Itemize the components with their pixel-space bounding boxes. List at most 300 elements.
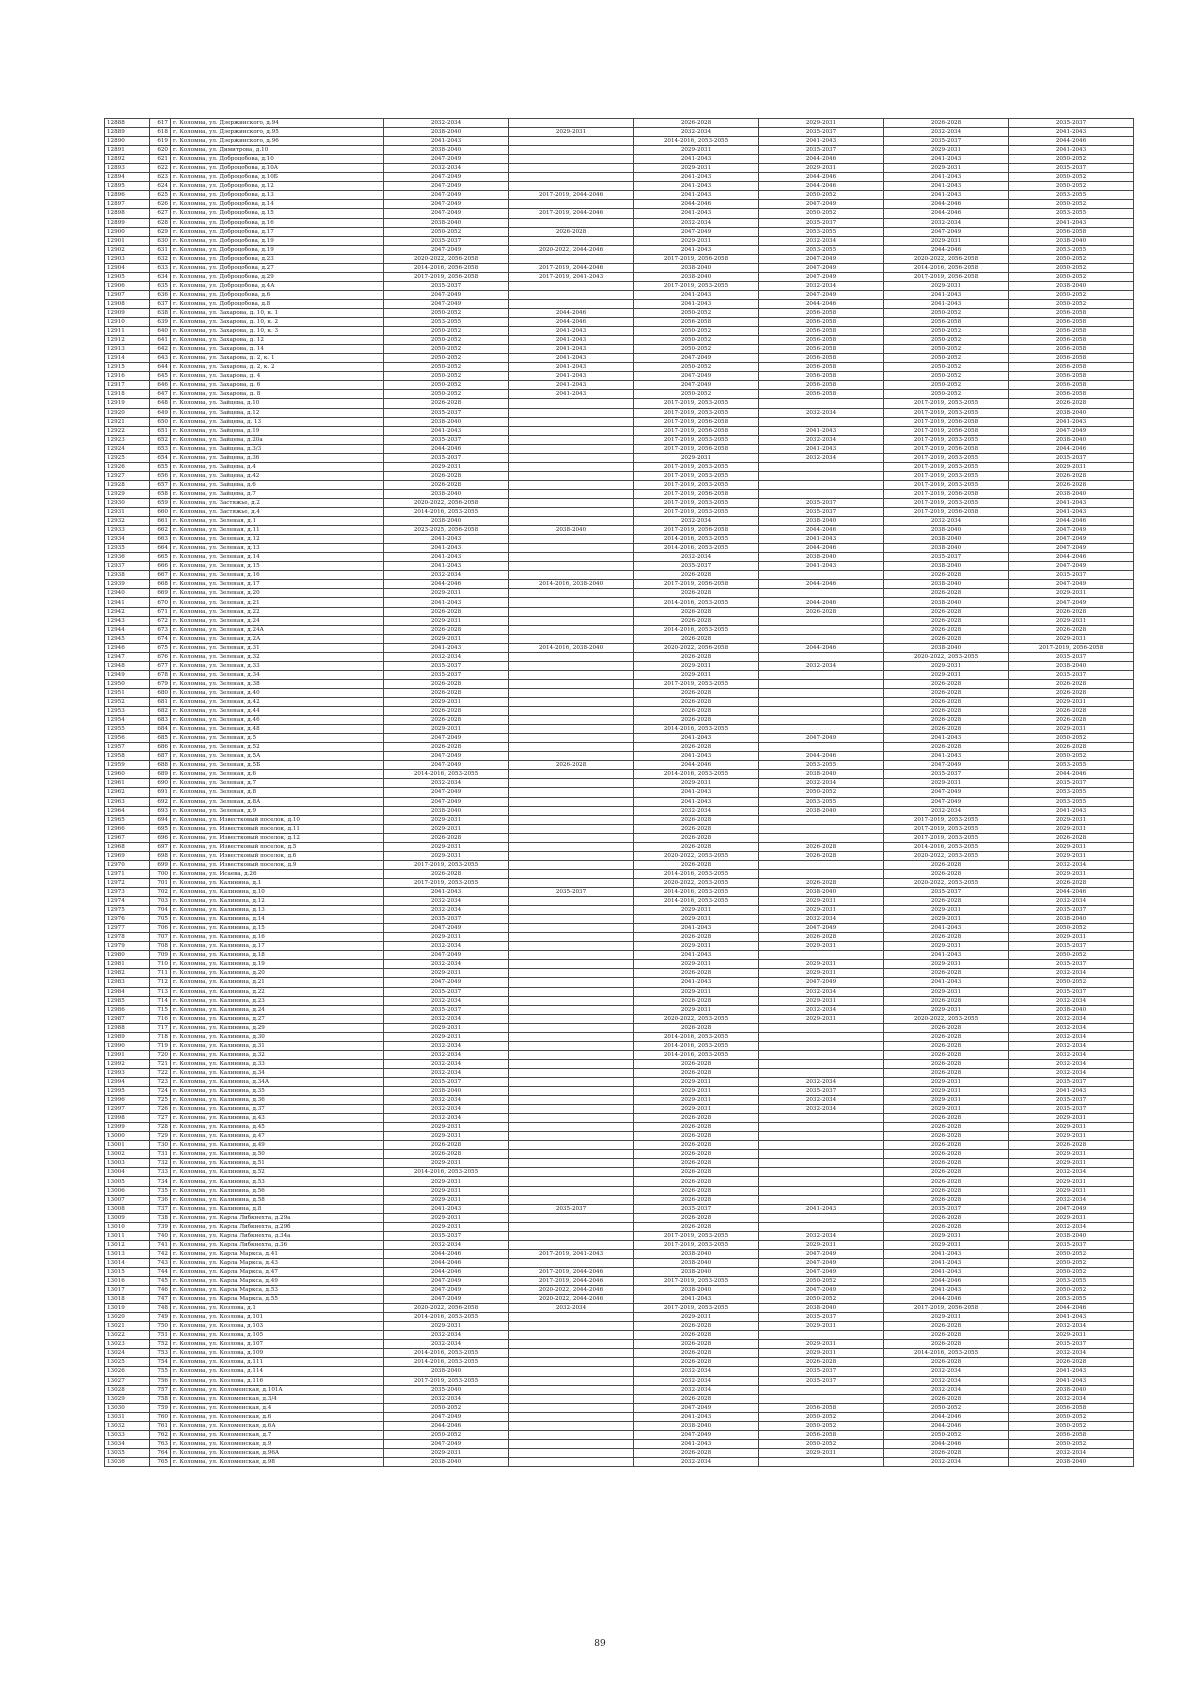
- period-cell-3: 2041-2043: [634, 951, 759, 960]
- period-cell-1: 2041-2043: [384, 137, 509, 146]
- period-cell-4: 2044-2046: [759, 598, 884, 607]
- row-id-cell: 12889: [105, 128, 150, 137]
- row-id-cell: 12948: [105, 661, 150, 670]
- row-id-cell: 12946: [105, 643, 150, 652]
- period-cell-5: 2041-2043: [884, 1249, 1009, 1258]
- address-cell: г. Коломна, ул. Калинина, д.49: [171, 1141, 384, 1150]
- period-cell-1: 2050-2052: [384, 372, 509, 381]
- period-cell-2: [509, 1421, 634, 1430]
- period-cell-5: 2017-2019, 2056-2058: [884, 508, 1009, 517]
- address-cell: г. Коломна, ул. Зеленая, д.12: [171, 535, 384, 544]
- row-number-cell: 740: [150, 1231, 171, 1240]
- row-number-cell: 711: [150, 969, 171, 978]
- row-id-cell: 13029: [105, 1394, 150, 1403]
- address-cell: г. Коломна, ул. Застяжье, д.2: [171, 498, 384, 507]
- period-cell-2: [509, 164, 634, 173]
- period-cell-6: 2044-2046: [1009, 444, 1134, 453]
- row-number-cell: 659: [150, 498, 171, 507]
- row-number-cell: 656: [150, 471, 171, 480]
- table-row: [105, 1068, 1134, 1077]
- row-id-cell: 12950: [105, 679, 150, 688]
- row-id-cell: 12893: [105, 164, 150, 173]
- address-cell: г. Коломна, ул. Зеленая, д.38: [171, 679, 384, 688]
- period-cell-2: [509, 996, 634, 1005]
- row-number-cell: 651: [150, 426, 171, 435]
- period-cell-2: [509, 200, 634, 209]
- address-cell: г. Коломна, ул. Калинина, д.22: [171, 987, 384, 996]
- period-cell-5: 2014-2016, 2056-2058: [884, 263, 1009, 272]
- period-cell-1: 2029-2031: [384, 1322, 509, 1331]
- period-cell-2: [509, 1313, 634, 1322]
- period-cell-2: [509, 399, 634, 408]
- period-cell-2: [509, 906, 634, 915]
- period-cell-3: 2026-2028: [634, 1068, 759, 1077]
- table-row: [105, 399, 1134, 408]
- period-cell-1: 2038-2040: [384, 218, 509, 227]
- row-number-cell: 714: [150, 996, 171, 1005]
- period-cell-4: [759, 1141, 884, 1150]
- address-cell: г. Коломна, ул. Карла Маркса, д.47: [171, 1267, 384, 1276]
- period-cell-6: 2035-2037: [1009, 960, 1134, 969]
- row-id-cell: 12997: [105, 1105, 150, 1114]
- period-cell-2: 2035-2037: [509, 1204, 634, 1213]
- period-cell-4: [759, 471, 884, 480]
- period-cell-2: [509, 236, 634, 245]
- table-row: [105, 725, 1134, 734]
- period-cell-1: 2044-2046: [384, 1249, 509, 1258]
- period-cell-5: 2026-2028: [884, 1023, 1009, 1032]
- row-id-cell: 12932: [105, 517, 150, 526]
- period-cell-2: 2029-2031: [509, 128, 634, 137]
- period-cell-5: 2041-2043: [884, 1258, 1009, 1267]
- period-cell-4: [759, 1132, 884, 1141]
- period-cell-6: 2035-2037: [1009, 670, 1134, 679]
- period-cell-6: 2038-2040: [1009, 408, 1134, 417]
- table-row: [105, 716, 1134, 725]
- period-cell-5: 2026-2028: [884, 1213, 1009, 1222]
- period-cell-3: 2017-2019, 2056-2058: [634, 254, 759, 263]
- period-cell-5: 2050-2052: [884, 308, 1009, 317]
- period-cell-4: [759, 1186, 884, 1195]
- period-cell-2: [509, 743, 634, 752]
- address-cell: г. Коломна, ул. Зеленая, д.2А: [171, 634, 384, 643]
- row-number-cell: 759: [150, 1403, 171, 1412]
- period-cell-6: 2032-2034: [1009, 1023, 1134, 1032]
- period-cell-2: [509, 634, 634, 643]
- address-cell: г. Коломна, ул. Калинина, д.32: [171, 1050, 384, 1059]
- period-cell-1: 2053-2055: [384, 318, 509, 327]
- period-cell-5: 2014-2016, 2053-2055: [884, 1349, 1009, 1358]
- period-cell-4: 2029-2031: [759, 1340, 884, 1349]
- row-id-cell: 12989: [105, 1032, 150, 1041]
- period-cell-2: 2041-2043: [509, 336, 634, 345]
- period-cell-1: 2050-2052: [384, 308, 509, 317]
- period-cell-2: 2035-2037: [509, 887, 634, 896]
- row-number-cell: 756: [150, 1376, 171, 1385]
- address-cell: г. Коломна, ул. Зеленая, д.32: [171, 652, 384, 661]
- period-cell-4: 2047-2049: [759, 1258, 884, 1267]
- row-id-cell: 12919: [105, 399, 150, 408]
- row-id-cell: 12920: [105, 408, 150, 417]
- period-cell-5: 2026-2028: [884, 716, 1009, 725]
- address-cell: г. Коломна, ул. Захарова, д. 2, к. 2: [171, 363, 384, 372]
- period-cell-3: 2041-2043: [634, 191, 759, 200]
- period-cell-1: 2047-2049: [384, 951, 509, 960]
- period-cell-1: 2032-2034: [384, 1096, 509, 1105]
- address-cell: г. Коломна, ул. Захарова, д. 14: [171, 345, 384, 354]
- period-cell-1: 2035-2040: [384, 1385, 509, 1394]
- address-cell: г. Коломна, ул. Коломенская, д.6: [171, 1412, 384, 1421]
- table-row: [105, 254, 1134, 263]
- period-cell-6: 2044-2046: [1009, 137, 1134, 146]
- row-id-cell: 12898: [105, 209, 150, 218]
- period-cell-1: 2047-2049: [384, 978, 509, 987]
- period-cell-2: [509, 969, 634, 978]
- row-number-cell: 669: [150, 589, 171, 598]
- period-cell-3: 2029-2031: [634, 453, 759, 462]
- period-cell-5: 2029-2031: [884, 915, 1009, 924]
- address-cell: г. Коломна, ул. Калинина, д.37: [171, 1105, 384, 1114]
- period-cell-4: [759, 1159, 884, 1168]
- table-row: [105, 363, 1134, 372]
- period-cell-2: [509, 707, 634, 716]
- period-cell-6: 2029-2031: [1009, 1114, 1134, 1123]
- row-id-cell: 12924: [105, 444, 150, 453]
- table-row: [105, 580, 1134, 589]
- period-cell-2: [509, 797, 634, 806]
- period-cell-3: 2029-2031: [634, 779, 759, 788]
- period-cell-3: 2026-2028: [634, 1023, 759, 1032]
- row-number-cell: 658: [150, 489, 171, 498]
- table-row: [105, 200, 1134, 209]
- table-row: [105, 336, 1134, 345]
- period-cell-4: 2056-2058: [759, 390, 884, 399]
- period-cell-2: [509, 1041, 634, 1050]
- row-number-cell: 751: [150, 1331, 171, 1340]
- period-cell-1: 2032-2034: [384, 571, 509, 580]
- table-row: [105, 544, 1134, 553]
- row-id-cell: 12998: [105, 1114, 150, 1123]
- row-number-cell: 706: [150, 924, 171, 933]
- table-row: [105, 607, 1134, 616]
- row-number-cell: 721: [150, 1059, 171, 1068]
- row-number-cell: 705: [150, 915, 171, 924]
- period-cell-4: 2026-2028: [759, 607, 884, 616]
- period-cell-5: 2017-2019, 2053-2055: [884, 471, 1009, 480]
- row-number-cell: 727: [150, 1114, 171, 1123]
- row-number-cell: 765: [150, 1457, 171, 1466]
- period-cell-5: 2047-2049: [884, 227, 1009, 236]
- period-cell-6: 2029-2031: [1009, 462, 1134, 471]
- period-cell-4: 2050-2052: [759, 191, 884, 200]
- period-cell-1: 2029-2031: [384, 462, 509, 471]
- period-cell-3: 2029-2031: [634, 915, 759, 924]
- period-cell-6: 2038-2040: [1009, 661, 1134, 670]
- period-cell-1: 2032-2034: [384, 1068, 509, 1077]
- period-cell-2: 2041-2043: [509, 372, 634, 381]
- period-cell-3: 2029-2031: [634, 987, 759, 996]
- period-cell-4: [759, 1168, 884, 1177]
- address-cell: г. Коломна, ул. Зеленая, д.15: [171, 562, 384, 571]
- period-cell-4: 2029-2031: [759, 1349, 884, 1358]
- period-cell-3: 2014-2016, 2053-2055: [634, 137, 759, 146]
- period-cell-2: [509, 598, 634, 607]
- row-number-cell: 634: [150, 272, 171, 281]
- period-cell-6: 2017-2019, 2056-2058: [1009, 643, 1134, 652]
- period-cell-1: 2017-2019, 2056-2058: [384, 272, 509, 281]
- row-id-cell: 12952: [105, 698, 150, 707]
- period-cell-3: 2026-2028: [634, 860, 759, 869]
- period-cell-2: 2026-2028: [509, 227, 634, 236]
- period-cell-1: 2026-2028: [384, 869, 509, 878]
- period-cell-3: 2032-2034: [634, 218, 759, 227]
- address-cell: г. Коломна, ул. Зеленая, д.46: [171, 716, 384, 725]
- row-id-cell: 13014: [105, 1258, 150, 1267]
- table-row: [105, 887, 1134, 896]
- row-id-cell: 13030: [105, 1403, 150, 1412]
- period-cell-2: [509, 616, 634, 625]
- row-id-cell: 12967: [105, 833, 150, 842]
- period-cell-2: [509, 535, 634, 544]
- table-row: [105, 1213, 1134, 1222]
- period-cell-6: 2035-2037: [1009, 942, 1134, 951]
- period-cell-4: 2041-2043: [759, 426, 884, 435]
- period-cell-1: 2032-2034: [384, 897, 509, 906]
- address-cell: г. Коломна, ул. Калинина, д.50: [171, 1150, 384, 1159]
- row-number-cell: 641: [150, 336, 171, 345]
- period-cell-6: 2041-2043: [1009, 508, 1134, 517]
- table-row: [105, 978, 1134, 987]
- period-cell-1: 2047-2049: [384, 173, 509, 182]
- period-cell-6: 2056-2058: [1009, 363, 1134, 372]
- period-cell-3: 2035-2037: [634, 562, 759, 571]
- period-cell-5: 2038-2040: [884, 598, 1009, 607]
- period-cell-2: 2017-2019, 2041-2043: [509, 272, 634, 281]
- row-id-cell: 12911: [105, 327, 150, 336]
- row-number-cell: 746: [150, 1286, 171, 1295]
- row-id-cell: 12979: [105, 942, 150, 951]
- table-row: [105, 1385, 1134, 1394]
- table-row: [105, 634, 1134, 643]
- row-id-cell: 12941: [105, 598, 150, 607]
- address-cell: г. Коломна, ул. Дзержинского, д.94: [171, 119, 384, 128]
- period-cell-6: 2026-2028: [1009, 399, 1134, 408]
- period-cell-2: [509, 1141, 634, 1150]
- period-cell-3: 2050-2052: [634, 336, 759, 345]
- table-row: [105, 788, 1134, 797]
- table-row: [105, 164, 1134, 173]
- period-cell-1: 2035-2037: [384, 1231, 509, 1240]
- row-number-cell: 635: [150, 281, 171, 290]
- period-cell-6: 2026-2028: [1009, 716, 1134, 725]
- address-cell: г. Коломна, ул. Козлова, д.114: [171, 1367, 384, 1376]
- period-cell-1: 2029-2031: [384, 1195, 509, 1204]
- period-cell-6: 2035-2037: [1009, 987, 1134, 996]
- address-cell: г. Коломна, ул. Калинина, д.36: [171, 1096, 384, 1105]
- address-cell: г. Коломна, ул. Зеленая, д.16: [171, 571, 384, 580]
- period-cell-5: 2029-2031: [884, 906, 1009, 915]
- period-cell-5: 2029-2031: [884, 942, 1009, 951]
- period-cell-6: 2035-2037: [1009, 571, 1134, 580]
- period-cell-3: 2038-2040: [634, 272, 759, 281]
- period-cell-6: 2029-2031: [1009, 634, 1134, 643]
- address-cell: г. Коломна, ул. Зеленая, д.8А: [171, 797, 384, 806]
- period-cell-6: 2029-2031: [1009, 1150, 1134, 1159]
- period-cell-4: [759, 815, 884, 824]
- row-id-cell: 13027: [105, 1376, 150, 1385]
- period-cell-1: 2047-2049: [384, 788, 509, 797]
- period-cell-5: 2029-2031: [884, 960, 1009, 969]
- period-cell-2: [509, 471, 634, 480]
- address-cell: г. Коломна, ул. Зеленая, д.48: [171, 725, 384, 734]
- row-id-cell: 12928: [105, 480, 150, 489]
- period-cell-3: 2014-2016, 2053-2055: [634, 725, 759, 734]
- row-number-cell: 617: [150, 119, 171, 128]
- period-cell-5: 2035-2037: [884, 770, 1009, 779]
- table-row: [105, 1059, 1134, 1068]
- row-id-cell: 13011: [105, 1231, 150, 1240]
- period-cell-4: 2032-2034: [759, 236, 884, 245]
- period-cell-1: 2014-2016, 2053-2055: [384, 1168, 509, 1177]
- table-row: [105, 688, 1134, 697]
- period-cell-2: [509, 924, 634, 933]
- period-cell-1: 2050-2052: [384, 390, 509, 399]
- register-table: [104, 118, 1134, 1467]
- period-cell-6: 2032-2034: [1009, 1168, 1134, 1177]
- row-number-cell: 618: [150, 128, 171, 137]
- period-cell-3: 2041-2043: [634, 182, 759, 191]
- table-row: [105, 137, 1134, 146]
- row-id-cell: 12888: [105, 119, 150, 128]
- period-cell-4: [759, 860, 884, 869]
- address-cell: г. Коломна, ул. Калинина, д.12: [171, 897, 384, 906]
- row-number-cell: 675: [150, 643, 171, 652]
- period-cell-1: 2029-2031: [384, 1023, 509, 1032]
- period-cell-4: 2035-2037: [759, 1376, 884, 1385]
- period-cell-6: 2032-2034: [1009, 897, 1134, 906]
- table-row: [105, 1249, 1134, 1258]
- period-cell-5: 2026-2028: [884, 119, 1009, 128]
- period-cell-1: 2047-2049: [384, 734, 509, 743]
- period-cell-1: 2038-2040: [384, 146, 509, 155]
- period-cell-5: 2050-2052: [884, 336, 1009, 345]
- period-cell-4: 2032-2034: [759, 281, 884, 290]
- address-cell: г. Коломна, ул. Калинина, д.58: [171, 1195, 384, 1204]
- address-cell: г. Коломна, ул. Калинина, д.18: [171, 951, 384, 960]
- period-cell-6: 2047-2049: [1009, 598, 1134, 607]
- period-cell-4: 2047-2049: [759, 272, 884, 281]
- address-cell: г. Коломна, ул. Захарова, д. 12: [171, 336, 384, 345]
- address-cell: г. Коломна, ул. Калинина, д.35: [171, 1087, 384, 1096]
- period-cell-5: 2026-2028: [884, 897, 1009, 906]
- row-id-cell: 12915: [105, 363, 150, 372]
- period-cell-1: 2047-2049: [384, 752, 509, 761]
- period-cell-5: 2026-2028: [884, 607, 1009, 616]
- period-cell-1: 2041-2043: [384, 643, 509, 652]
- period-cell-3: 2017-2019, 2053-2055: [634, 679, 759, 688]
- period-cell-4: 2041-2043: [759, 562, 884, 571]
- row-number-cell: 713: [150, 987, 171, 996]
- period-cell-5: 2044-2046: [884, 1412, 1009, 1421]
- table-row: [105, 471, 1134, 480]
- period-cell-4: 2044-2046: [759, 643, 884, 652]
- row-number-cell: 666: [150, 562, 171, 571]
- period-cell-4: [759, 1394, 884, 1403]
- period-cell-5: 2026-2028: [884, 571, 1009, 580]
- period-cell-4: 2035-2037: [759, 1313, 884, 1322]
- period-cell-2: [509, 435, 634, 444]
- period-cell-2: [509, 562, 634, 571]
- period-cell-6: 2053-2055: [1009, 1277, 1134, 1286]
- period-cell-4: 2026-2028: [759, 1358, 884, 1367]
- table-row: [105, 1231, 1134, 1240]
- row-id-cell: 12976: [105, 915, 150, 924]
- period-cell-3: 2026-2028: [634, 1448, 759, 1457]
- period-cell-6: 2056-2058: [1009, 336, 1134, 345]
- period-cell-5: 2026-2028: [884, 1159, 1009, 1168]
- period-cell-2: [509, 1258, 634, 1267]
- period-cell-3: 2050-2052: [634, 308, 759, 317]
- period-cell-6: 2056-2058: [1009, 318, 1134, 327]
- period-cell-3: 2026-2028: [634, 1213, 759, 1222]
- address-cell: г. Коломна, ул. Козлова, д.116: [171, 1376, 384, 1385]
- address-cell: г. Коломна, ул. Зеленая, д.34: [171, 670, 384, 679]
- period-cell-4: [759, 869, 884, 878]
- period-cell-1: 2026-2028: [384, 471, 509, 480]
- row-id-cell: 13009: [105, 1213, 150, 1222]
- period-cell-1: 2032-2034: [384, 1340, 509, 1349]
- period-cell-5: 2050-2052: [884, 372, 1009, 381]
- period-cell-2: [509, 1014, 634, 1023]
- period-cell-1: 2047-2049: [384, 155, 509, 164]
- table-row: [105, 824, 1134, 833]
- row-number-cell: 712: [150, 978, 171, 987]
- period-cell-4: 2056-2058: [759, 372, 884, 381]
- row-id-cell: 12935: [105, 544, 150, 553]
- row-number-cell: 726: [150, 1105, 171, 1114]
- period-cell-2: [509, 489, 634, 498]
- row-id-cell: 12922: [105, 426, 150, 435]
- period-cell-6: 2032-2034: [1009, 969, 1134, 978]
- period-cell-6: 2029-2031: [1009, 616, 1134, 625]
- period-cell-4: [759, 707, 884, 716]
- period-cell-1: 2026-2028: [384, 480, 509, 489]
- period-cell-5: 2035-2037: [884, 553, 1009, 562]
- period-cell-2: [509, 869, 634, 878]
- period-cell-5: 2026-2028: [884, 996, 1009, 1005]
- period-cell-3: 2026-2028: [634, 996, 759, 1005]
- period-cell-3: 2047-2049: [634, 227, 759, 236]
- table-row: [105, 1448, 1134, 1457]
- period-cell-4: 2029-2031: [759, 1014, 884, 1023]
- period-cell-6: 2050-2052: [1009, 290, 1134, 299]
- period-cell-4: 2044-2046: [759, 752, 884, 761]
- period-cell-2: [509, 1240, 634, 1249]
- period-cell-5: 2017-2019, 2053-2055: [884, 399, 1009, 408]
- period-cell-4: 2032-2034: [759, 1231, 884, 1240]
- period-cell-2: [509, 688, 634, 697]
- period-cell-5: 2050-2052: [884, 1430, 1009, 1439]
- row-number-cell: 698: [150, 851, 171, 860]
- table-row: [105, 1457, 1134, 1466]
- period-cell-6: 2038-2040: [1009, 281, 1134, 290]
- period-cell-2: [509, 1358, 634, 1367]
- address-cell: г. Коломна, ул. Калинина, д.13: [171, 906, 384, 915]
- period-cell-4: [759, 1385, 884, 1394]
- table-row: [105, 761, 1134, 770]
- row-number-cell: 752: [150, 1340, 171, 1349]
- row-number-cell: 748: [150, 1304, 171, 1313]
